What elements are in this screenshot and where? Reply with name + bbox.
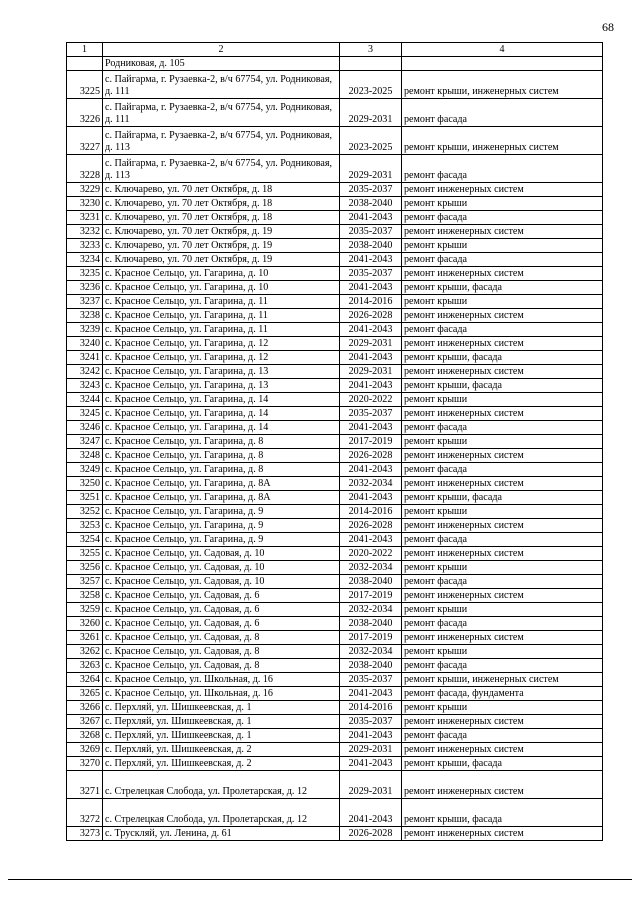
work-type-cell: ремонт инженерных систем bbox=[402, 449, 603, 463]
work-type-cell: ремонт крыши bbox=[402, 505, 603, 519]
years-cell: 2035-2037 bbox=[340, 673, 402, 687]
work-type-cell: ремонт крыши, фасада bbox=[402, 281, 603, 295]
table-row bbox=[67, 393, 603, 407]
row-number-cell: 3255 bbox=[67, 547, 103, 561]
address-cell: с. Красное Сельцо, ул. Гагарина, д. 12 bbox=[103, 337, 340, 351]
work-type-cell: ремонт крыши, фасада bbox=[402, 491, 603, 505]
table-row bbox=[67, 477, 603, 491]
years-cell: 2035-2037 bbox=[340, 715, 402, 729]
work-type-cell: ремонт крыши, фасада bbox=[402, 379, 603, 393]
table-row bbox=[67, 575, 603, 589]
row-number-cell: 3264 bbox=[67, 673, 103, 687]
table-row bbox=[67, 435, 603, 449]
address-cell: с. Красное Сельцо, ул. Гагарина, д. 14 bbox=[103, 421, 340, 435]
work-type-cell: ремонт инженерных систем bbox=[402, 267, 603, 281]
work-type-cell: ремонт крыши bbox=[402, 701, 603, 715]
address-cell: с. Красное Сельцо, ул. Гагарина, д. 12 bbox=[103, 351, 340, 365]
table-row bbox=[67, 561, 603, 575]
row-number-cell: 3240 bbox=[67, 337, 103, 351]
address-cell: с. Красное Сельцо, ул. Садовая, д. 6 bbox=[103, 603, 340, 617]
table-row bbox=[67, 659, 603, 673]
address-cell: с. Красное Сельцо, ул. Гагарина, д. 10 bbox=[103, 281, 340, 295]
years-cell: 2035-2037 bbox=[340, 407, 402, 421]
years-cell: 2023-2025 bbox=[340, 71, 402, 99]
row-number-cell: 3258 bbox=[67, 589, 103, 603]
work-type-cell: ремонт фасада bbox=[402, 617, 603, 631]
work-type-cell: ремонт фасада bbox=[402, 421, 603, 435]
address-cell: с. Ключарево, ул. 70 лет Октября, д. 19 bbox=[103, 225, 340, 239]
years-cell: 2041-2043 bbox=[340, 323, 402, 337]
address-cell: с. Красное Сельцо, ул. Гагарина, д. 9 bbox=[103, 519, 340, 533]
address-cell: с. Красное Сельцо, ул. Гагарина, д. 13 bbox=[103, 379, 340, 393]
work-type-cell: ремонт фасада bbox=[402, 211, 603, 225]
work-type-cell: ремонт крыши, инженерных систем bbox=[402, 127, 603, 155]
address-cell: с. Трускляй, ул. Ленина, д. 61 bbox=[103, 827, 340, 841]
work-type-cell: ремонт фасада bbox=[402, 323, 603, 337]
address-cell: с. Красное Сельцо, ул. Гагарина, д. 11 bbox=[103, 309, 340, 323]
years-cell: 2041-2043 bbox=[340, 491, 402, 505]
work-type-cell: ремонт фасада bbox=[402, 729, 603, 743]
address-cell: с. Ключарево, ул. 70 лет Октября, д. 19 bbox=[103, 253, 340, 267]
address-cell: с. Красное Сельцо, ул. Садовая, д. 8 bbox=[103, 645, 340, 659]
address-cell: с. Красное Сельцо, ул. Гагарина, д. 10 bbox=[103, 267, 340, 281]
years-cell: 2029-2031 bbox=[340, 365, 402, 379]
years-cell: 2041-2043 bbox=[340, 533, 402, 547]
row-number-cell: 3243 bbox=[67, 379, 103, 393]
row-number-cell: 3254 bbox=[67, 533, 103, 547]
work-type-cell: ремонт инженерных систем bbox=[402, 715, 603, 729]
row-number-cell: 3230 bbox=[67, 197, 103, 211]
address-cell: с. Красное Сельцо, ул. Гагарина, д. 11 bbox=[103, 323, 340, 337]
work-type-cell: ремонт крыши bbox=[402, 393, 603, 407]
years-cell: 2041-2043 bbox=[340, 421, 402, 435]
work-type-cell: ремонт крыши bbox=[402, 197, 603, 211]
table-row bbox=[67, 267, 603, 281]
work-type-cell: ремонт инженерных систем bbox=[402, 183, 603, 197]
table-row bbox=[67, 827, 603, 841]
work-type-cell: ремонт фасада bbox=[402, 253, 603, 267]
table-row bbox=[67, 183, 603, 197]
table-row bbox=[67, 505, 603, 519]
years-cell: 2020-2022 bbox=[340, 393, 402, 407]
table-body bbox=[67, 57, 603, 841]
work-type-cell: ремонт крыши, инженерных систем bbox=[402, 673, 603, 687]
address-cell: с. Красное Сельцо, ул. Гагарина, д. 8 bbox=[103, 449, 340, 463]
work-type-cell: ремонт инженерных систем bbox=[402, 631, 603, 645]
table-row bbox=[67, 197, 603, 211]
years-cell: 2014-2016 bbox=[340, 701, 402, 715]
table-row bbox=[67, 351, 603, 365]
work-type-cell: ремонт фасада bbox=[402, 155, 603, 183]
address-cell: с. Красное Сельцо, ул. Гагарина, д. 14 bbox=[103, 407, 340, 421]
years-cell: 2032-2034 bbox=[340, 561, 402, 575]
row-number-cell: 3260 bbox=[67, 617, 103, 631]
table-row bbox=[67, 225, 603, 239]
row-number-cell: 3248 bbox=[67, 449, 103, 463]
row-number-cell: 3238 bbox=[67, 309, 103, 323]
table-row bbox=[67, 701, 603, 715]
table-row bbox=[67, 799, 603, 827]
years-cell: 2041-2043 bbox=[340, 253, 402, 267]
row-number-cell: 3270 bbox=[67, 757, 103, 771]
header-row bbox=[67, 43, 603, 57]
address-cell: с. Красное Сельцо, ул. Садовая, д. 10 bbox=[103, 575, 340, 589]
work-type-cell: ремонт крыши, фасада bbox=[402, 757, 603, 771]
years-cell: 2026-2028 bbox=[340, 449, 402, 463]
years-cell: 2026-2028 bbox=[340, 827, 402, 841]
years-cell: 2014-2016 bbox=[340, 295, 402, 309]
row-number-cell: 3267 bbox=[67, 715, 103, 729]
address-cell: с. Красное Сельцо, ул. Садовая, д. 10 bbox=[103, 547, 340, 561]
table-row bbox=[67, 715, 603, 729]
years-cell: 2041-2043 bbox=[340, 351, 402, 365]
years-cell: 2026-2028 bbox=[340, 519, 402, 533]
work-type-cell: ремонт крыши, инженерных систем bbox=[402, 71, 603, 99]
address-cell: с. Перхляй, ул. Шишкеевская, д. 1 bbox=[103, 729, 340, 743]
row-number-cell: 3271 bbox=[67, 771, 103, 799]
work-type-cell: ремонт крыши bbox=[402, 435, 603, 449]
address-cell: с. Стрелецкая Слобода, ул. Пролетарская, д. 12 bbox=[103, 771, 340, 799]
years-cell: 2038-2040 bbox=[340, 617, 402, 631]
years-cell bbox=[340, 57, 402, 71]
years-cell: 2017-2019 bbox=[340, 435, 402, 449]
row-number-cell: 3249 bbox=[67, 463, 103, 477]
row-number-cell: 3233 bbox=[67, 239, 103, 253]
years-cell: 2029-2031 bbox=[340, 743, 402, 757]
row-number-cell: 3247 bbox=[67, 435, 103, 449]
table-row bbox=[67, 743, 603, 757]
years-cell: 2035-2037 bbox=[340, 267, 402, 281]
years-cell: 2038-2040 bbox=[340, 575, 402, 589]
table-row bbox=[67, 337, 603, 351]
table-row bbox=[67, 519, 603, 533]
address-cell: с. Красное Сельцо, ул. Садовая, д. 6 bbox=[103, 617, 340, 631]
years-cell: 2023-2025 bbox=[340, 127, 402, 155]
table-row bbox=[67, 631, 603, 645]
address-cell: с. Красное Сельцо, ул. Гагарина, д. 9 bbox=[103, 505, 340, 519]
work-type-cell: ремонт инженерных систем bbox=[402, 225, 603, 239]
row-number-cell: 3241 bbox=[67, 351, 103, 365]
table-row bbox=[67, 547, 603, 561]
address-cell: с. Красное Сельцо, ул. Гагарина, д. 13 bbox=[103, 365, 340, 379]
table-row bbox=[67, 491, 603, 505]
years-cell: 2017-2019 bbox=[340, 631, 402, 645]
table-row bbox=[67, 589, 603, 603]
address-cell: с. Красное Сельцо, ул. Гагарина, д. 8 bbox=[103, 435, 340, 449]
table-row bbox=[67, 309, 603, 323]
years-cell: 2014-2016 bbox=[340, 505, 402, 519]
address-cell: с. Красное Сельцо, ул. Садовая, д. 8 bbox=[103, 659, 340, 673]
years-cell: 2035-2037 bbox=[340, 183, 402, 197]
address-cell: с. Перхляй, ул. Шишкеевская, д. 1 bbox=[103, 715, 340, 729]
table-row bbox=[67, 99, 603, 127]
row-number-cell: 3236 bbox=[67, 281, 103, 295]
table-row bbox=[67, 449, 603, 463]
row-number-cell: 3237 bbox=[67, 295, 103, 309]
work-type-cell: ремонт инженерных систем bbox=[402, 589, 603, 603]
table-row bbox=[67, 211, 603, 225]
row-number-cell: 3232 bbox=[67, 225, 103, 239]
address-cell: с. Ключарево, ул. 70 лет Октября, д. 18 bbox=[103, 211, 340, 225]
table-row bbox=[67, 379, 603, 393]
work-type-cell: ремонт крыши bbox=[402, 561, 603, 575]
address-cell: с. Ключарево, ул. 70 лет Октября, д. 18 bbox=[103, 183, 340, 197]
work-type-cell: ремонт инженерных систем bbox=[402, 337, 603, 351]
years-cell: 2032-2034 bbox=[340, 603, 402, 617]
work-type-cell: ремонт крыши bbox=[402, 239, 603, 253]
work-type-cell: ремонт инженерных систем bbox=[402, 477, 603, 491]
row-number-cell: 3262 bbox=[67, 645, 103, 659]
address-cell: с. Красное Сельцо, ул. Гагарина, д. 9 bbox=[103, 533, 340, 547]
row-number-cell: 3229 bbox=[67, 183, 103, 197]
work-type-cell: ремонт крыши bbox=[402, 645, 603, 659]
row-number-cell: 3257 bbox=[67, 575, 103, 589]
row-number-cell: 3273 bbox=[67, 827, 103, 841]
repair-schedule-table bbox=[66, 42, 603, 841]
years-cell: 2038-2040 bbox=[340, 239, 402, 253]
row-number-cell: 3251 bbox=[67, 491, 103, 505]
header-col-work: 4 bbox=[402, 43, 603, 57]
address-cell: с. Красное Сельцо, ул. Гагарина, д. 8 bbox=[103, 463, 340, 477]
work-type-cell: ремонт инженерных систем bbox=[402, 547, 603, 561]
work-type-cell: ремонт крыши bbox=[402, 603, 603, 617]
address-cell: с. Ключарево, ул. 70 лет Октября, д. 19 bbox=[103, 239, 340, 253]
row-number-cell: 3266 bbox=[67, 701, 103, 715]
years-cell: 2041-2043 bbox=[340, 379, 402, 393]
address-cell: с. Пайгарма, г. Рузаевка-2, в/ч 67754, ул. Родниковая, д. 111 bbox=[103, 71, 340, 99]
row-number-cell: 3244 bbox=[67, 393, 103, 407]
address-cell: с. Стрелецкая Слобода, ул. Пролетарская, д. 12 bbox=[103, 799, 340, 827]
work-type-cell: ремонт фасада bbox=[402, 533, 603, 547]
work-type-cell: ремонт инженерных систем bbox=[402, 827, 603, 841]
address-cell: Родниковая, д. 105 bbox=[103, 57, 340, 71]
header-col-years: 3 bbox=[340, 43, 402, 57]
address-cell: с. Ключарево, ул. 70 лет Октября, д. 18 bbox=[103, 197, 340, 211]
table-row bbox=[67, 729, 603, 743]
work-type-cell: ремонт инженерных систем bbox=[402, 519, 603, 533]
years-cell: 2032-2034 bbox=[340, 645, 402, 659]
work-type-cell bbox=[402, 57, 603, 71]
table-row bbox=[67, 645, 603, 659]
years-cell: 2020-2022 bbox=[340, 547, 402, 561]
years-cell: 2041-2043 bbox=[340, 687, 402, 701]
row-number-cell: 3245 bbox=[67, 407, 103, 421]
years-cell: 2041-2043 bbox=[340, 211, 402, 225]
bottom-divider bbox=[8, 879, 632, 880]
table-row bbox=[67, 127, 603, 155]
table-row bbox=[67, 323, 603, 337]
row-number-cell: 3261 bbox=[67, 631, 103, 645]
work-type-cell: ремонт инженерных систем bbox=[402, 365, 603, 379]
row-number-cell: 3272 bbox=[67, 799, 103, 827]
years-cell: 2038-2040 bbox=[340, 659, 402, 673]
years-cell: 2032-2034 bbox=[340, 477, 402, 491]
row-number-cell: 3235 bbox=[67, 267, 103, 281]
years-cell: 2029-2031 bbox=[340, 155, 402, 183]
years-cell: 2029-2031 bbox=[340, 99, 402, 127]
table-row bbox=[67, 533, 603, 547]
header-col-address: 2 bbox=[103, 43, 340, 57]
work-type-cell: ремонт инженерных систем bbox=[402, 309, 603, 323]
years-cell: 2041-2043 bbox=[340, 799, 402, 827]
table-row bbox=[67, 673, 603, 687]
work-type-cell: ремонт фасада bbox=[402, 575, 603, 589]
row-number-cell: 3225 bbox=[67, 71, 103, 99]
work-type-cell: ремонт инженерных систем bbox=[402, 771, 603, 799]
table-row bbox=[67, 281, 603, 295]
row-number-cell: 3256 bbox=[67, 561, 103, 575]
row-number-cell: 3269 bbox=[67, 743, 103, 757]
work-type-cell: ремонт фасада, фундамента bbox=[402, 687, 603, 701]
address-cell: с. Красное Сельцо, ул. Гагарина, д. 8А bbox=[103, 491, 340, 505]
address-cell: с. Пайгарма, г. Рузаевка-2, в/ч 67754, ул. Родниковая, д. 111 bbox=[103, 99, 340, 127]
address-cell: с. Красное Сельцо, ул. Садовая, д. 8 bbox=[103, 631, 340, 645]
row-number-cell bbox=[67, 57, 103, 71]
row-number-cell: 3265 bbox=[67, 687, 103, 701]
years-cell: 2038-2040 bbox=[340, 197, 402, 211]
years-cell: 2017-2019 bbox=[340, 589, 402, 603]
row-number-cell: 3268 bbox=[67, 729, 103, 743]
address-cell: с. Перхляй, ул. Шишкеевская, д. 2 bbox=[103, 757, 340, 771]
address-cell: с. Перхляй, ул. Шишкеевская, д. 2 bbox=[103, 743, 340, 757]
row-number-cell: 3239 bbox=[67, 323, 103, 337]
row-number-cell: 3231 bbox=[67, 211, 103, 225]
address-cell: с. Красное Сельцо, ул. Гагарина, д. 14 bbox=[103, 393, 340, 407]
table-row bbox=[67, 771, 603, 799]
address-cell: с. Красное Сельцо, ул. Садовая, д. 6 bbox=[103, 589, 340, 603]
row-number-cell: 3227 bbox=[67, 127, 103, 155]
row-number-cell: 3250 bbox=[67, 477, 103, 491]
work-type-cell: ремонт инженерных систем bbox=[402, 743, 603, 757]
years-cell: 2041-2043 bbox=[340, 729, 402, 743]
table-row bbox=[67, 71, 603, 99]
address-cell: с. Пайгарма, г. Рузаевка-2, в/ч 67754, ул. Родниковая, д. 113 bbox=[103, 155, 340, 183]
years-cell: 2029-2031 bbox=[340, 337, 402, 351]
work-type-cell: ремонт фасада bbox=[402, 463, 603, 477]
years-cell: 2041-2043 bbox=[340, 757, 402, 771]
row-number-cell: 3226 bbox=[67, 99, 103, 127]
table-row bbox=[67, 239, 603, 253]
table-row bbox=[67, 617, 603, 631]
row-number-cell: 3252 bbox=[67, 505, 103, 519]
years-cell: 2026-2028 bbox=[340, 309, 402, 323]
row-number-cell: 3253 bbox=[67, 519, 103, 533]
work-type-cell: ремонт крыши bbox=[402, 295, 603, 309]
address-cell: с. Перхляй, ул. Шишкеевская, д. 1 bbox=[103, 701, 340, 715]
header-col-number: 1 bbox=[67, 43, 103, 57]
table-row bbox=[67, 757, 603, 771]
table-row bbox=[67, 155, 603, 183]
row-number-cell: 3234 bbox=[67, 253, 103, 267]
years-cell: 2029-2031 bbox=[340, 771, 402, 799]
row-number-cell: 3263 bbox=[67, 659, 103, 673]
work-type-cell: ремонт инженерных систем bbox=[402, 407, 603, 421]
address-cell: с. Пайгарма, г. Рузаевка-2, в/ч 67754, ул. Родниковая, д. 113 bbox=[103, 127, 340, 155]
work-type-cell: ремонт фасада bbox=[402, 659, 603, 673]
row-number-cell: 3259 bbox=[67, 603, 103, 617]
address-cell: с. Красное Сельцо, ул. Школьная, д. 16 bbox=[103, 687, 340, 701]
years-cell: 2041-2043 bbox=[340, 281, 402, 295]
row-number-cell: 3242 bbox=[67, 365, 103, 379]
table-row bbox=[67, 295, 603, 309]
work-type-cell: ремонт фасада bbox=[402, 99, 603, 127]
table-row bbox=[67, 421, 603, 435]
table-row bbox=[67, 463, 603, 477]
table-row bbox=[67, 603, 603, 617]
table-row bbox=[67, 365, 603, 379]
work-type-cell: ремонт крыши, фасада bbox=[402, 351, 603, 365]
work-type-cell: ремонт крыши, фасада bbox=[402, 799, 603, 827]
row-number-cell: 3228 bbox=[67, 155, 103, 183]
row-number-cell: 3246 bbox=[67, 421, 103, 435]
years-cell: 2041-2043 bbox=[340, 463, 402, 477]
table-row bbox=[67, 57, 603, 71]
address-cell: с. Красное Сельцо, ул. Садовая, д. 10 bbox=[103, 561, 340, 575]
address-cell: с. Красное Сельцо, ул. Гагарина, д. 8А bbox=[103, 477, 340, 491]
address-cell: с. Красное Сельцо, ул. Школьная, д. 16 bbox=[103, 673, 340, 687]
page-number: 68 bbox=[602, 20, 614, 34]
table-row bbox=[67, 407, 603, 421]
table-row bbox=[67, 687, 603, 701]
years-cell: 2035-2037 bbox=[340, 225, 402, 239]
address-cell: с. Красное Сельцо, ул. Гагарина, д. 11 bbox=[103, 295, 340, 309]
table-row bbox=[67, 253, 603, 267]
